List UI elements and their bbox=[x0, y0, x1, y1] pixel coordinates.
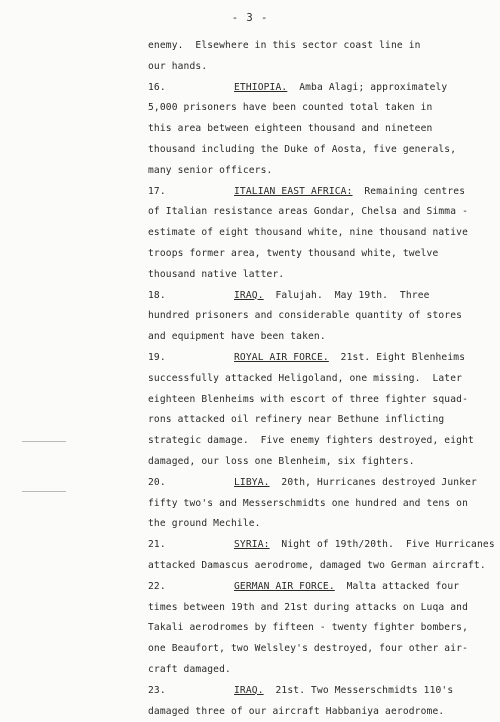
report-body bbox=[148, 36, 493, 722]
paragraph-line: successfully attacked Heligoland, one missing. Later bbox=[148, 369, 493, 390]
paragraph-line: estimate of eight thousand white, nine thousand native bbox=[148, 223, 493, 244]
paragraph-first-line bbox=[148, 286, 493, 307]
paragraph-line: craft damaged. bbox=[148, 660, 493, 681]
paragraph-line: 5,000 prisoners have been counted total taken in bbox=[148, 98, 493, 119]
paragraph-line: of Italian resistance areas Gondar, Chelsa and Simma - bbox=[148, 202, 493, 223]
paragraph-line: troops former area, twenty thousand white, twelve bbox=[148, 244, 493, 265]
paragraph-first-line bbox=[148, 36, 493, 57]
paragraph bbox=[148, 348, 493, 473]
paragraph-line: eighteen Blenheims with escort of three fighter squad- bbox=[148, 390, 493, 411]
paragraph-first-line bbox=[148, 78, 493, 99]
paragraph bbox=[148, 681, 493, 722]
paragraph-line: damaged three of our aircraft Habbaniya aerodrome. bbox=[148, 702, 493, 722]
paragraph-line: Takali aerodromes by fifteen - twenty fighter bombers, bbox=[148, 618, 493, 639]
paragraph-number: 18. bbox=[148, 286, 234, 307]
paragraph-number: 20. bbox=[148, 473, 234, 494]
paragraph-line: thousand including the Duke of Aosta, five generals, bbox=[148, 140, 493, 161]
paragraph-number: 23. bbox=[148, 681, 234, 702]
margin-mark bbox=[22, 491, 66, 492]
paragraph-text: 21st. Eight Blenheims bbox=[329, 352, 465, 363]
paragraph-heading: ROYAL AIR FORCE. bbox=[234, 352, 329, 363]
paragraph-heading: ITALIAN EAST AFRICA: bbox=[234, 186, 353, 197]
paragraph-number: 21. bbox=[148, 535, 234, 556]
paragraph-text: Night of 19th/20th. Five Hurricanes bbox=[270, 539, 495, 550]
paragraph-line: strategic damage. Five enemy fighters destroyed, eight bbox=[148, 431, 493, 452]
paragraph-number: 17. bbox=[148, 182, 234, 203]
paragraph-text: Remaining centres bbox=[353, 186, 466, 197]
paragraph-number: 16. bbox=[148, 78, 234, 99]
paragraph-line: rons attacked oil refinery near Bethune inflicting bbox=[148, 410, 493, 431]
paragraph-first-line bbox=[148, 577, 493, 598]
paragraph-heading: IRAQ. bbox=[234, 290, 264, 301]
margin-mark bbox=[22, 441, 66, 442]
paragraph-line: one Beaufort, two Welsley's destroyed, four other air- bbox=[148, 639, 493, 660]
paragraph-line: thousand native latter. bbox=[148, 265, 493, 286]
paragraph bbox=[148, 36, 493, 78]
paragraph-text: enemy. Elsewhere in this sector coast line in bbox=[148, 40, 421, 51]
paragraph-number: 19. bbox=[148, 348, 234, 369]
paragraph-heading: ETHIOPIA. bbox=[234, 82, 287, 93]
paragraph-text: Falujah. May 19th. Three bbox=[264, 290, 430, 301]
paragraph-text: Amba Alagi; approximately bbox=[287, 82, 447, 93]
paragraph-heading: SYRIA: bbox=[234, 539, 270, 550]
paragraph-line: the ground Mechile. bbox=[148, 514, 493, 535]
paragraph bbox=[148, 535, 493, 577]
paragraph-heading: GERMAN AIR FORCE. bbox=[234, 581, 335, 592]
paragraph-first-line bbox=[148, 681, 493, 702]
paragraph-first-line bbox=[148, 348, 493, 369]
paragraph bbox=[148, 78, 493, 182]
paragraph-text: Malta attacked four bbox=[335, 581, 459, 592]
paragraph bbox=[148, 286, 493, 348]
paragraph-line: our hands. bbox=[148, 57, 493, 78]
paragraph-line: attacked Damascus aerodrome, damaged two German aircraft. bbox=[148, 556, 493, 577]
paragraph-line: hundred prisoners and considerable quantity of stores bbox=[148, 306, 493, 327]
paragraph-line: times between 19th and 21st during attacks on Luqa and bbox=[148, 598, 493, 619]
paragraph-line: this area between eighteen thousand and nineteen bbox=[148, 119, 493, 140]
paragraph-text: 20th, Hurricanes destroyed Junker bbox=[270, 477, 477, 488]
paragraph-first-line bbox=[148, 182, 493, 203]
paragraph-text: 21st. Two Messerschmidts 110's bbox=[264, 685, 454, 696]
paragraph bbox=[148, 473, 493, 535]
paragraph bbox=[148, 182, 493, 286]
paragraph-line: damaged, our loss one Blenheim, six fighters. bbox=[148, 452, 493, 473]
page-number: - 3 - bbox=[0, 12, 500, 24]
paragraph bbox=[148, 577, 493, 681]
paragraph-first-line bbox=[148, 473, 493, 494]
paragraph-heading: IRAQ. bbox=[234, 685, 264, 696]
paragraph-line: fifty two's and Messerschmidts one hundred and tens on bbox=[148, 494, 493, 515]
paragraph-first-line bbox=[148, 535, 493, 556]
paragraph-heading: LIBYA. bbox=[234, 477, 270, 488]
paragraph-line: many senior officers. bbox=[148, 161, 493, 182]
paragraph-line: and equipment have been taken. bbox=[148, 327, 493, 348]
paragraph-number: 22. bbox=[148, 577, 234, 598]
